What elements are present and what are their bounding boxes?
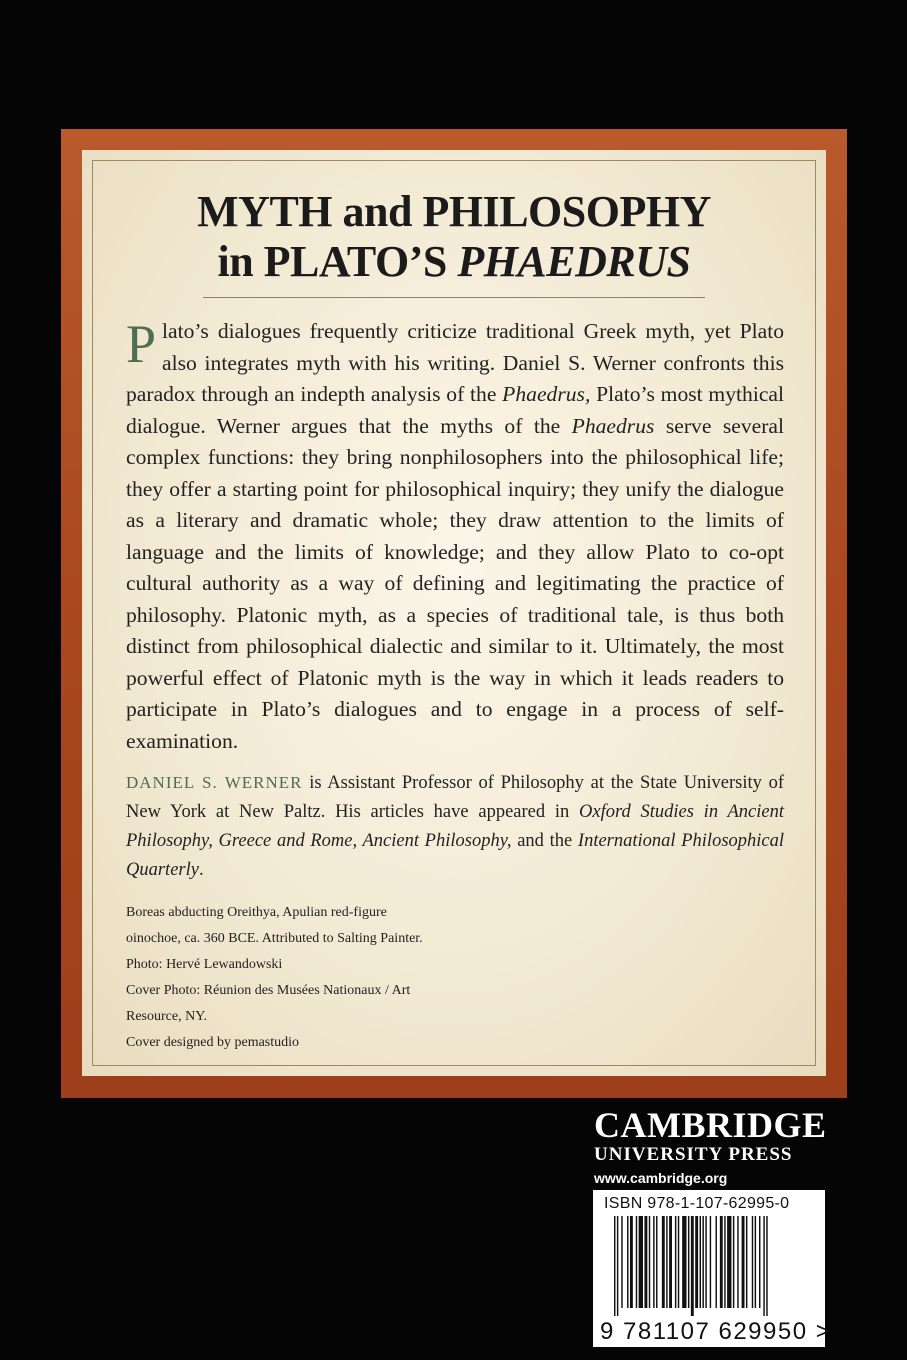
barcode-bar xyxy=(614,1216,615,1316)
barcode-bar xyxy=(720,1216,723,1308)
isbn-label: ISBN 978-1-107-62995-0 xyxy=(604,1195,790,1212)
title-prefix: in PLATO’S xyxy=(217,237,458,286)
barcode-bar xyxy=(666,1216,667,1308)
description-italic-1: Phaedrus, xyxy=(502,382,591,406)
barcode-bar xyxy=(695,1216,698,1308)
book-title-line1: MYTH and PHILOSOPHY xyxy=(197,187,711,236)
bio-text-1: is Assistant Professor of Philosophy at the State University of New York at New Paltz. His articles have appeared in xyxy=(126,773,784,822)
barcode-bar xyxy=(675,1216,676,1308)
image-credits xyxy=(126,900,486,1056)
barcode-bar xyxy=(742,1216,745,1308)
barcode-bar xyxy=(691,1216,694,1316)
barcode-bar xyxy=(656,1216,657,1308)
barcode-bar xyxy=(636,1216,637,1308)
title-italic: PHAEDRUS xyxy=(457,237,691,286)
barcode-bar xyxy=(682,1216,686,1308)
barcode-bar xyxy=(639,1216,643,1308)
barcode-bar xyxy=(746,1216,747,1308)
barcode-bar xyxy=(755,1216,756,1308)
credit-line: oinochoe, ca. 360 BCE. Attributed to Salting Painter. xyxy=(126,931,423,946)
description-italic-2: Phaedrus xyxy=(571,413,655,438)
publisher-subtitle: UNIVERSITY PRESS xyxy=(594,1144,793,1165)
drop-cap: P xyxy=(126,314,157,374)
barcode-bar xyxy=(724,1216,725,1308)
barcode-bar xyxy=(649,1216,650,1308)
barcode-bar xyxy=(669,1216,672,1308)
barcode-bar xyxy=(617,1216,618,1316)
barcode-bar xyxy=(733,1216,734,1308)
isbn-digits: 9 781107 629950 > xyxy=(600,1318,832,1345)
title-divider xyxy=(203,297,705,298)
bio-text-2: and the xyxy=(511,831,578,851)
credit-line: Boreas abducting Oreithya, Apulian red-figure xyxy=(126,905,387,920)
publisher-name: CAMBRIDGE xyxy=(594,1105,827,1145)
barcode-bar xyxy=(678,1216,679,1308)
barcode-bar xyxy=(737,1216,738,1308)
barcode-bar xyxy=(644,1216,647,1308)
barcode-bar xyxy=(710,1216,711,1308)
credit-line: Cover Photo: Réunion des Musées Nationaux / Art xyxy=(126,983,411,998)
barcode-bar xyxy=(688,1216,689,1308)
bio-italic-1: Oxford Studies in Ancient Philosophy, Greece and Rome, Ancient Philosophy, xyxy=(126,802,784,851)
barcode-bar xyxy=(752,1216,753,1308)
author-bio xyxy=(126,768,784,885)
bio-italic-2: International Philosophical Quarterly xyxy=(126,831,785,880)
publisher-logo xyxy=(594,1106,826,1188)
author-name: DANIEL S. WERNER xyxy=(126,773,303,792)
barcode-bar xyxy=(759,1216,760,1308)
barcode-bar xyxy=(716,1216,717,1308)
barcode-bar xyxy=(662,1216,665,1308)
description-text-1: lato’s dialogues frequently criticize traditional Greek myth, yet Plato also integrates myth with his writing. Daniel S. Werner confronts this paradox through an indepth analysis of the xyxy=(126,319,784,406)
credit-line: Photo: Hervé Lewandowski xyxy=(126,957,283,972)
barcode-bar xyxy=(763,1216,764,1316)
credit-line: Resource, NY. xyxy=(126,1009,208,1024)
description-text-2: Plato’s most mythical dialogue. Werner argues that the myths of the xyxy=(126,382,784,438)
barcode-bar xyxy=(705,1216,706,1308)
publisher-url: www.cambridge.org xyxy=(594,1170,728,1186)
barcode-bar xyxy=(627,1216,628,1308)
barcode-bar xyxy=(702,1216,703,1308)
barcode-bar xyxy=(766,1216,767,1316)
description-text-3: serve several complex functions: they bring nonphilosophers into the philosophical life; they offer a starting point for philosophical inquiry; they unify the dialogue as a literary and dramatic whole; they draw attention to the limits of language and the limits of knowledge; and they allow Plato to co-opt cultural authority as a way of defining and legitimating the practice of philosophy. Platonic myth, as a species of traditional tale, is thus both distinct from philosophical dialectic and similar to it. Ultimately, the most powerful effect of Platonic myth is the way in which it leads readers to participate in Plato’s dialogues and to engage in a process of self-examination. xyxy=(126,413,784,753)
book-description xyxy=(126,316,784,757)
bio-text-3: . xyxy=(198,860,204,880)
credit-line: Cover designed by pemastudio xyxy=(126,1035,300,1050)
barcode-bar xyxy=(630,1216,633,1308)
barcode-bars xyxy=(600,1216,820,1316)
barcode-bar xyxy=(700,1216,701,1308)
barcode-bar xyxy=(653,1216,654,1308)
barcode-bar xyxy=(727,1216,731,1308)
barcode-bar xyxy=(621,1216,622,1308)
book-title-line2 xyxy=(82,236,826,288)
